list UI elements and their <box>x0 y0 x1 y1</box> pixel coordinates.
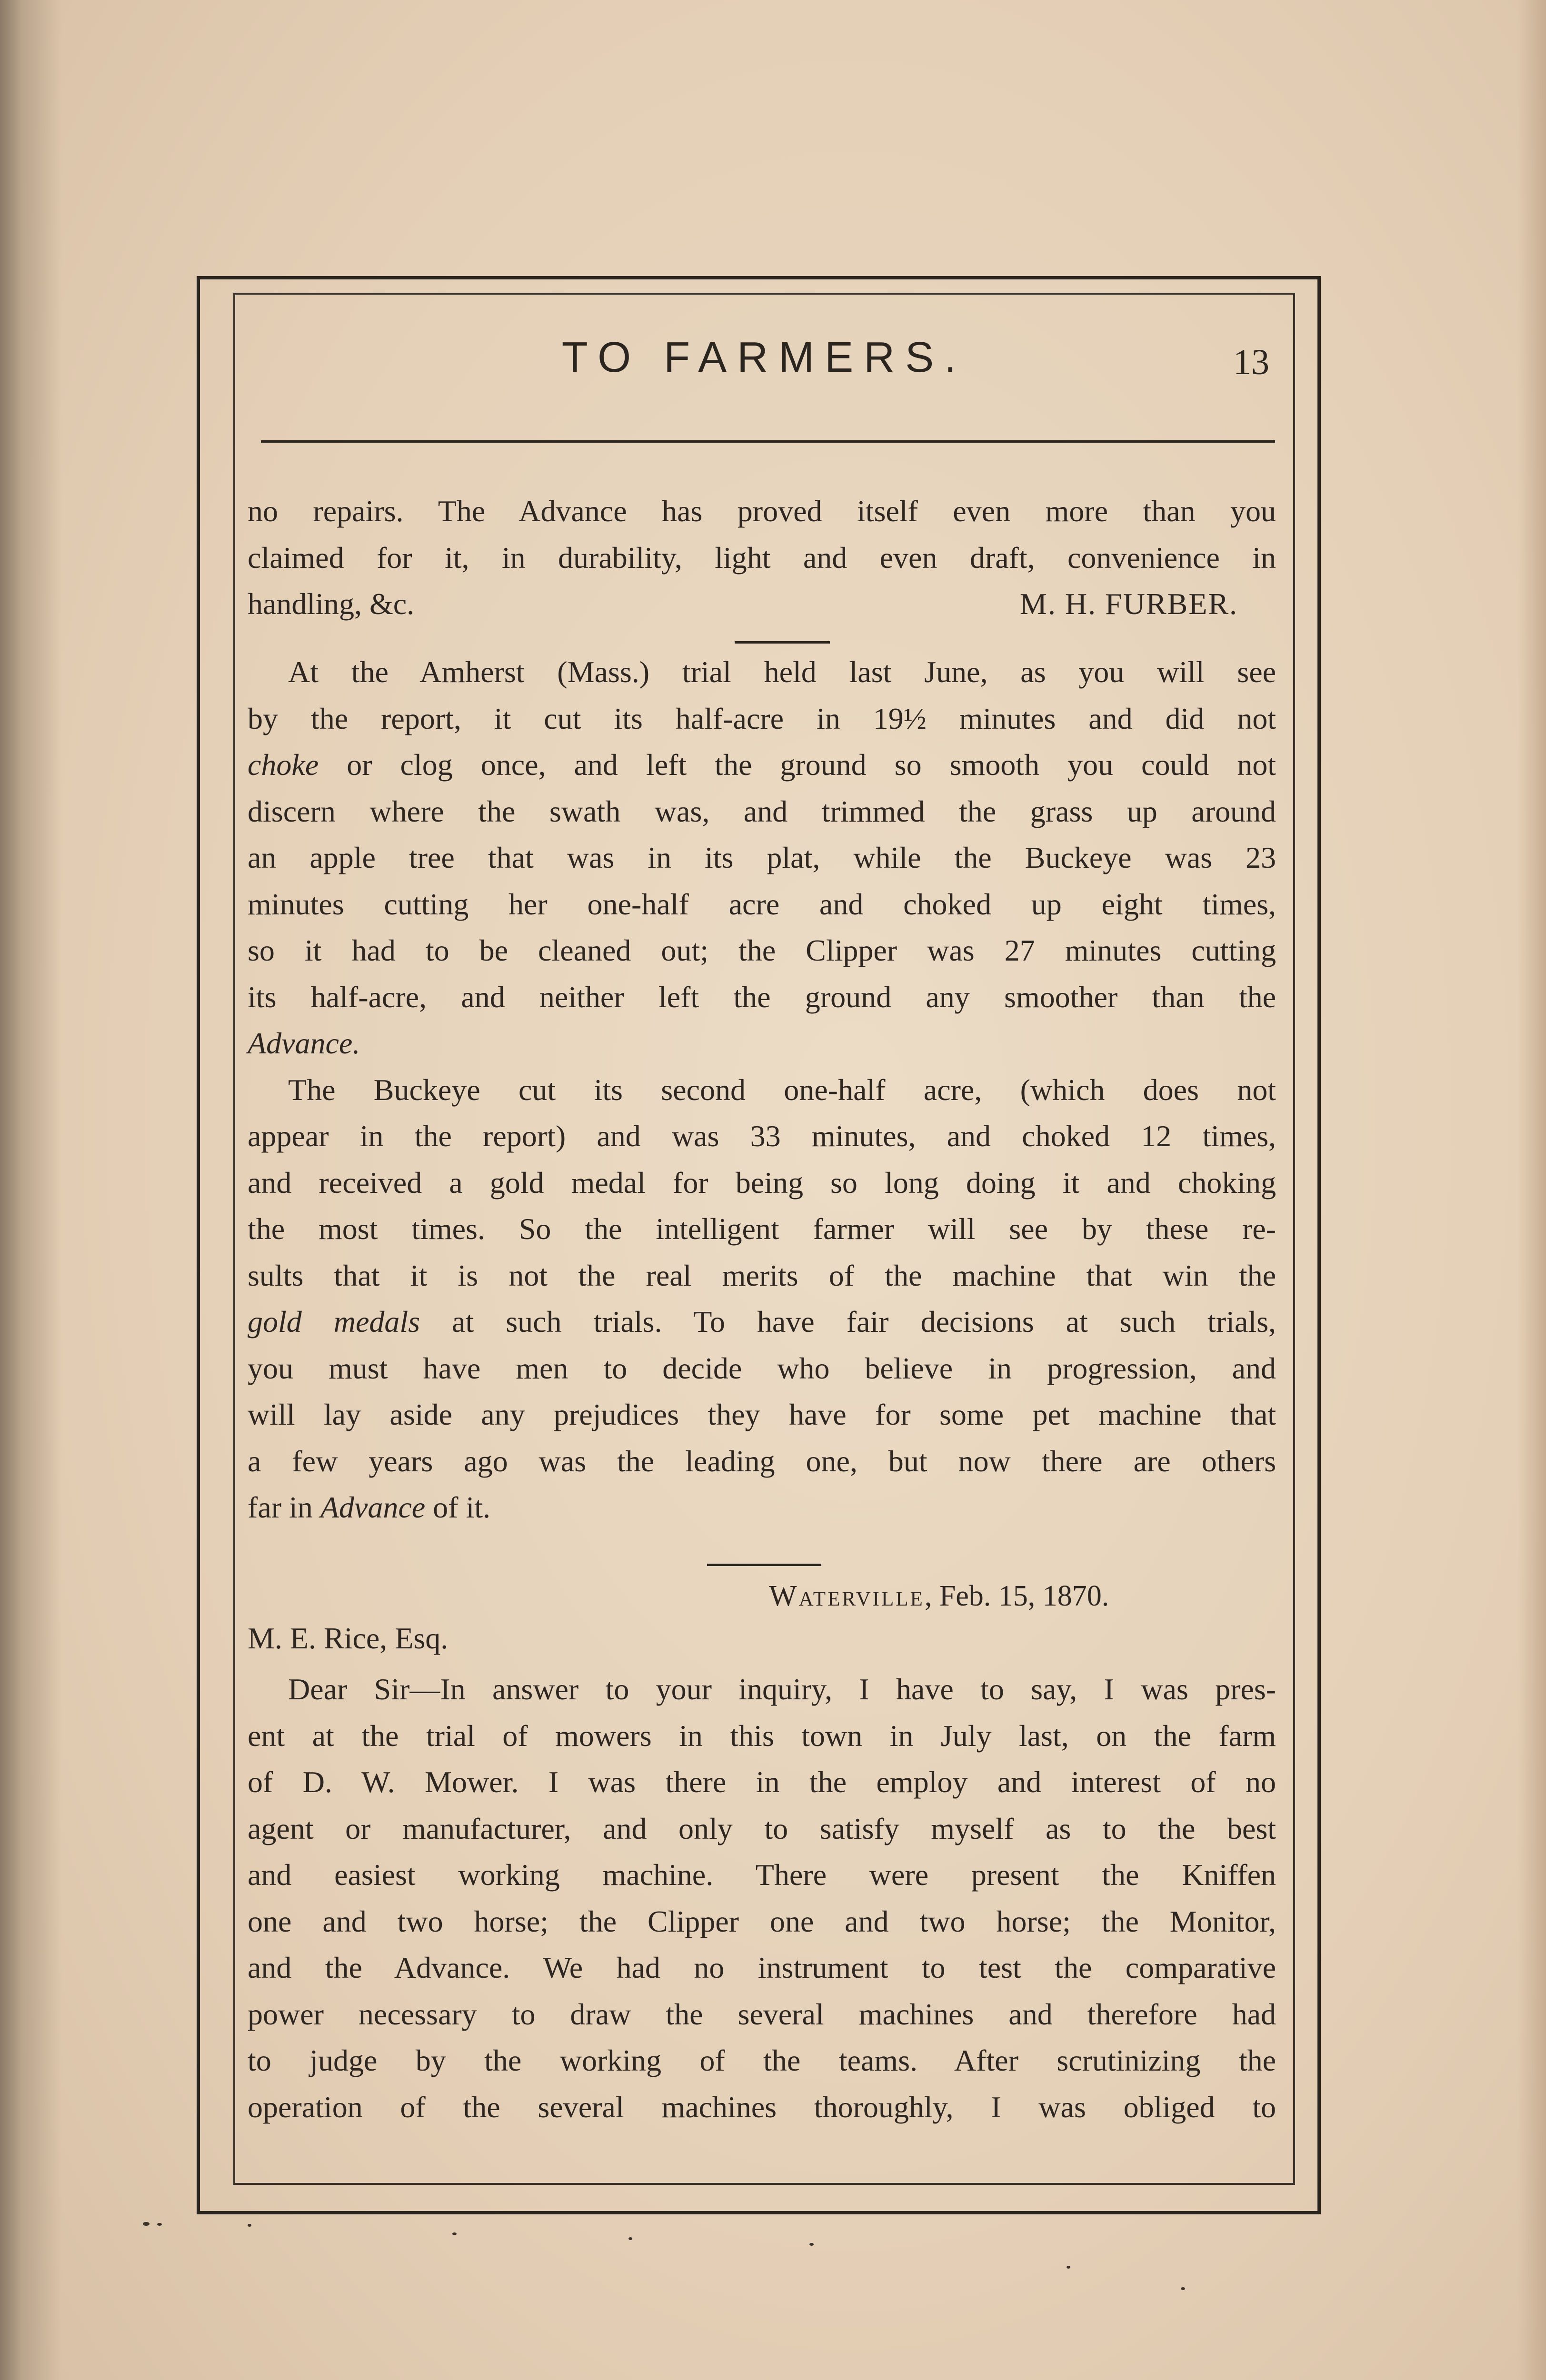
text-line: the most times. So the intelligent farmer will see by these re- <box>248 1212 1276 1246</box>
letter-body <box>248 1666 1276 2130</box>
text-line: At the Amherst (Mass.) trial held last June, as you will see <box>288 655 1276 689</box>
page-title: TO FARMERS. <box>561 334 967 381</box>
text-line: an apple tree that was in its plat, while the Buckeye was 23 <box>248 841 1276 874</box>
text-line: one and two horse; the Clipper one and two horse; the Monitor, <box>248 1904 1276 1938</box>
text-fragment: of it. <box>425 1490 490 1524</box>
header-rule <box>261 440 1275 443</box>
text-line: to judge by the working of the teams. After scrutinizing the <box>248 2043 1276 2077</box>
text-line: The Buckeye cut its second one-half acre, (which does not <box>288 1072 1276 1107</box>
text-line: and the Advance. We had no instrument to test the comparative <box>248 1951 1276 1984</box>
ink-speck <box>1181 2287 1185 2290</box>
italic-text: Advance <box>320 1490 426 1524</box>
page-number: 13 <box>1233 342 1269 382</box>
paragraph-amherst-trial <box>248 649 1276 1531</box>
text-line: of D. W. Mower. I was there in the employ and interest of no <box>248 1765 1276 1799</box>
text-line: sults that it is not the real merits of the machine that win the <box>248 1258 1276 1292</box>
text-line: you must have men to decide who believe in progression, and <box>248 1351 1276 1385</box>
ink-speck <box>143 2222 150 2226</box>
text-line: agent or manufacturer, and only to satisfy myself as to the best <box>248 1811 1276 1845</box>
text-line: its half-acre, and neither left the ground any smoother than the <box>248 980 1276 1014</box>
text-line: claimed for it, in durability, light and even draft, convenience in <box>248 540 1276 575</box>
ink-speck <box>157 2223 162 2226</box>
text-line <box>248 1484 1276 1531</box>
text-line: handling, &c. <box>248 587 415 621</box>
ink-speck <box>248 2224 251 2227</box>
text-line: will lay aside any prejudices they have for some pet machine that <box>248 1398 1276 1431</box>
signature: M. H. FURBER. <box>1019 587 1238 621</box>
signoff-line <box>248 581 1276 627</box>
ink-speck <box>809 2243 814 2246</box>
binding-shadow <box>0 0 62 2380</box>
text-line: appear in the report) and was 33 minutes, and choked 12 times, <box>248 1119 1276 1153</box>
text-line: a few years ago was the leading one, but now there are others <box>248 1444 1276 1478</box>
ink-speck <box>452 2232 457 2235</box>
text-line: no repairs. The Advance has proved itself even more than you <box>248 494 1276 528</box>
text-line: minutes cutting her one-half acre and choked up eight times, <box>248 887 1276 921</box>
italic-text: gold medals <box>248 1305 420 1339</box>
italic-text: Advance. <box>248 1026 360 1060</box>
text-fragment: far in <box>248 1490 320 1524</box>
paragraph-furber <box>248 488 1276 627</box>
text-line: so it had to be cleaned out; the Clipper was 27 minutes cutting <box>248 933 1276 967</box>
text-line: Dear Sir—In answer to your inquiry, I have to say, I was pres- <box>288 1672 1276 1706</box>
ink-speck <box>1067 2266 1070 2269</box>
text-line <box>248 1020 1276 1067</box>
ink-speck <box>628 2237 632 2240</box>
letter-dateline <box>769 1579 1109 1613</box>
text-line: and received a gold medal for being so long doing it and choking <box>248 1165 1276 1200</box>
text-line <box>248 1299 1276 1345</box>
text-line: and easiest working machine. There were present the Kniffen <box>248 1858 1276 1892</box>
italic-text: choke <box>248 748 319 782</box>
text-fragment: or clog once, and left the ground so smooth you could not <box>319 748 1276 782</box>
text-line: by the report, it cut its half-acre in 19½ minutes and did not <box>248 701 1276 735</box>
section-divider <box>707 1564 821 1566</box>
section-divider <box>735 641 830 644</box>
text-fragment: at such trials. To have fair decisions at such trials, <box>420 1305 1277 1339</box>
text-line: power necessary to draw the several machines and therefore had <box>248 1997 1276 2031</box>
letter-date: , Feb. 15, 1870. <box>924 1580 1109 1612</box>
text-line: ent at the trial of mowers in this town in July last, on the farm <box>248 1718 1276 1753</box>
letter-salutation: M. E. Rice, Esq. <box>248 1621 449 1655</box>
text-line <box>248 742 1276 788</box>
text-line: operation of the several machines thoroughly, I was obliged to <box>248 2090 1276 2124</box>
letter-place: Waterville <box>769 1580 925 1612</box>
page-edge <box>1517 0 1546 2380</box>
text-line: discern where the swath was, and trimmed the grass up around <box>248 794 1276 828</box>
